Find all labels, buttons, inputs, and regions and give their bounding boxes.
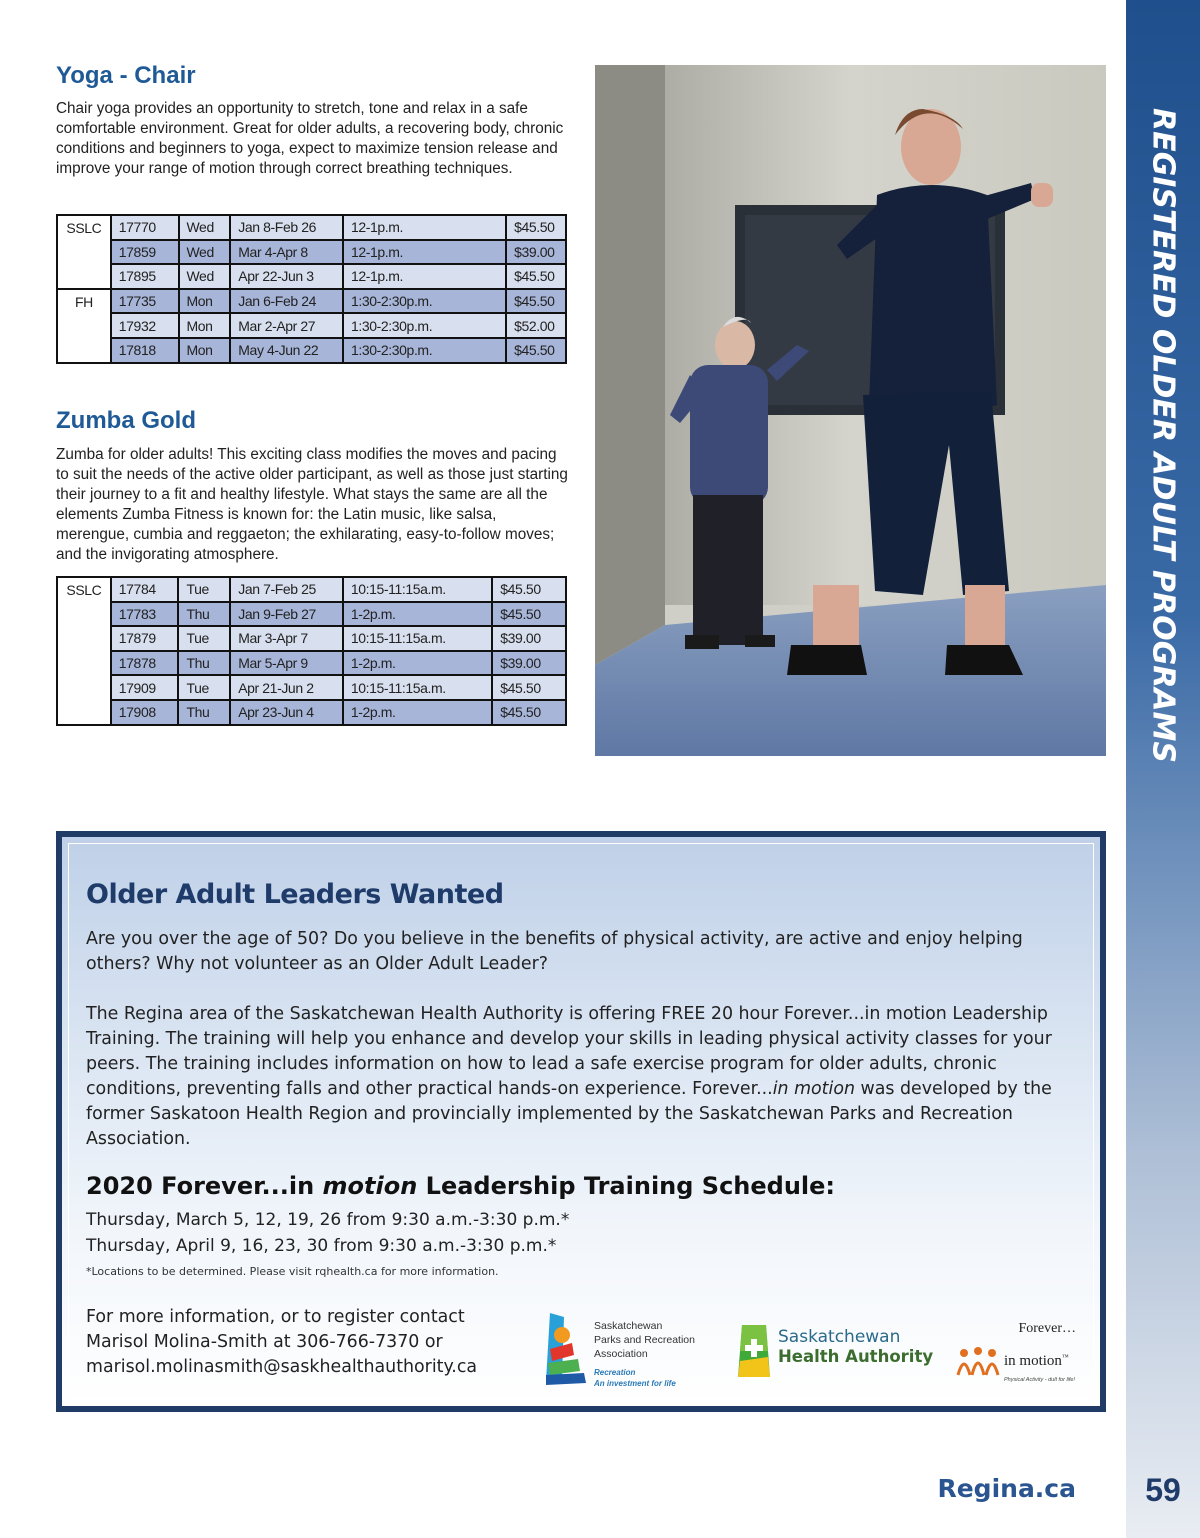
schedule-title bbox=[86, 1172, 835, 1200]
contact-info bbox=[86, 1305, 477, 1380]
time-cell: 12-1p.m. bbox=[343, 240, 506, 265]
time-cell: 1-2p.m. bbox=[343, 700, 492, 725]
exercise-photo-illustration bbox=[595, 65, 1106, 756]
course-code: 17783 bbox=[111, 602, 179, 627]
location-cell bbox=[57, 651, 111, 676]
time-cell: 1:30-2:30p.m. bbox=[343, 289, 506, 314]
body-italic: in motion bbox=[772, 1079, 855, 1099]
price-cell: $39.00 bbox=[492, 651, 566, 676]
sha-logo-mark bbox=[738, 1325, 770, 1377]
dates-cell: Jan 8-Feb 26 bbox=[230, 215, 343, 240]
day-cell: Thu bbox=[178, 700, 230, 725]
price-cell: $45.50 bbox=[506, 289, 566, 314]
day-cell: Wed bbox=[179, 215, 231, 240]
dates-cell: Jan 9-Feb 27 bbox=[230, 602, 343, 627]
price-cell: $39.00 bbox=[492, 626, 566, 651]
dates-cell: Jan 6-Feb 24 bbox=[230, 289, 343, 314]
yoga-description: Chair yoga provides an opportunity to stretch, tone and relax in a safe comfortable environment. Great for older adults, a recovering body, chronic conditions and beginners to yoga, expect to maximize tension release and improve your range of motion through correct breathing techniques. bbox=[56, 100, 564, 177]
table-row bbox=[57, 602, 566, 627]
course-code: 17735 bbox=[111, 289, 179, 314]
schedule-title-b: Leadership Training Schedule: bbox=[417, 1172, 836, 1200]
leaders-intro: Are you over the age of 50? Do you believe in the benefits of physical activity, are active and enjoy helping others? Why not volunteer as an Older Adult Leader? bbox=[86, 929, 1023, 974]
table-row bbox=[57, 313, 566, 338]
day-cell: Tue bbox=[178, 577, 230, 602]
fim-main: in motion bbox=[1004, 1353, 1062, 1369]
location-cell bbox=[57, 240, 111, 265]
forever-in-motion-logo bbox=[954, 1315, 1084, 1395]
day-cell: Wed bbox=[179, 264, 231, 289]
table-row bbox=[57, 577, 566, 602]
leaders-wanted-box bbox=[56, 831, 1106, 1412]
course-code: 17895 bbox=[111, 264, 179, 289]
exercise-photo bbox=[595, 65, 1106, 756]
dates-cell: May 4-Jun 22 bbox=[230, 338, 343, 363]
location-cell bbox=[57, 675, 111, 700]
course-code: 17932 bbox=[111, 313, 179, 338]
fim-figures-icon bbox=[954, 1345, 1002, 1381]
course-code: 17859 bbox=[111, 240, 179, 265]
table-row bbox=[57, 626, 566, 651]
course-code: 17784 bbox=[111, 577, 179, 602]
dates-cell: Apr 23-Jun 4 bbox=[230, 700, 343, 725]
spra-tag2: An investment for life bbox=[594, 1379, 676, 1388]
location-cell bbox=[57, 264, 111, 289]
zumba-schedule-table bbox=[56, 576, 567, 726]
location-cell bbox=[57, 700, 111, 725]
fim-tm: ™ bbox=[1061, 1353, 1069, 1361]
schedule-line: Thursday, March 5, 12, 19, 26 from 9:30 a.m.-3:30 p.m.* bbox=[86, 1210, 570, 1230]
dates-cell: Apr 21-Jun 2 bbox=[230, 675, 343, 700]
time-cell: 10:15-11:15a.m. bbox=[343, 675, 492, 700]
side-banner-title: REGISTERED OLDER ADULT PROGRAMS bbox=[1145, 108, 1181, 763]
dates-cell: Mar 2-Apr 27 bbox=[230, 313, 343, 338]
day-cell: Thu bbox=[178, 602, 230, 627]
time-cell: 12-1p.m. bbox=[343, 215, 506, 240]
sha-line1: Saskatchewan bbox=[778, 1327, 901, 1347]
schedule-line: Thursday, April 9, 16, 23, 30 from 9:30 a.m.-3:30 p.m.* bbox=[86, 1236, 557, 1256]
location-cell: SSLC bbox=[57, 215, 111, 240]
fim-top: Forever… bbox=[1018, 1321, 1076, 1336]
time-cell: 10:15-11:15a.m. bbox=[343, 626, 492, 651]
schedule-title-a: 2020 Forever...in bbox=[86, 1172, 323, 1200]
sha-line2: Health Authority bbox=[778, 1347, 934, 1366]
spra-line2: Parks and Recreation bbox=[594, 1334, 695, 1346]
locations-note: *Locations to be determined. Please visit rqhealth.ca for more information. bbox=[86, 1265, 499, 1278]
spra-tag1: Recreation bbox=[594, 1368, 636, 1377]
sha-logo bbox=[738, 1325, 948, 1385]
location-cell bbox=[57, 626, 111, 651]
contact-email[interactable]: marisol.molinasmith@saskhealthauthority.ca bbox=[86, 1357, 478, 1377]
course-code: 17770 bbox=[111, 215, 179, 240]
day-cell: Mon bbox=[179, 313, 231, 338]
course-code: 17909 bbox=[111, 675, 179, 700]
day-cell: Tue bbox=[178, 626, 230, 651]
zumba-description: Zumba for older adults! This exciting class modifies the moves and pacing to suit the needs of the active older participant, as well as those just starting their journey to a fit and healthy lifestyle. What stays the same are all the elements Zumba Fitness is known for: the Latin music, like salsa, merengue, cumbia and reggaeton; the exhilarating, easy-to-follow moves; and the invigorating atmosphere. bbox=[56, 446, 568, 563]
time-cell: 1-2p.m. bbox=[343, 602, 492, 627]
location-cell bbox=[57, 338, 111, 363]
dates-cell: Mar 5-Apr 9 bbox=[230, 651, 343, 676]
spra-line1: Saskatchewan bbox=[594, 1320, 663, 1332]
location-cell: FH bbox=[57, 289, 111, 314]
table-row bbox=[57, 240, 566, 265]
price-cell: $45.50 bbox=[492, 675, 566, 700]
contact-line: Marisol Molina-Smith at 306-766-7370 or bbox=[86, 1332, 443, 1352]
day-cell: Wed bbox=[179, 240, 231, 265]
spra-logo bbox=[544, 1309, 734, 1389]
price-cell: $45.50 bbox=[492, 602, 566, 627]
time-cell: 1:30-2:30p.m. bbox=[343, 338, 506, 363]
location-cell bbox=[57, 313, 111, 338]
location-cell: SSLC bbox=[57, 577, 111, 602]
time-cell: 1-2p.m. bbox=[343, 651, 492, 676]
course-code: 17818 bbox=[111, 338, 179, 363]
yoga-schedule-table bbox=[56, 214, 567, 364]
table-row bbox=[57, 675, 566, 700]
course-code: 17879 bbox=[111, 626, 179, 651]
price-cell: $45.50 bbox=[506, 264, 566, 289]
price-cell: $45.50 bbox=[492, 700, 566, 725]
dates-cell: Mar 3-Apr 7 bbox=[230, 626, 343, 651]
table-row bbox=[57, 338, 566, 363]
dates-cell: Apr 22-Jun 3 bbox=[230, 264, 343, 289]
course-code: 17878 bbox=[111, 651, 179, 676]
dates-cell: Jan 7-Feb 25 bbox=[230, 577, 343, 602]
body-text-a: The Regina area of the Saskatchewan Health Authority is offering FREE 20 hour Forever...in motion Leadership Training. The training will help you enhance and develop your skills in leading physical activity classes for your peers. The training includes information on how to lead a safe exercise program for older adults, chronic conditions, preventing falls and other practical hands-on experience. Forever... bbox=[86, 1004, 1052, 1099]
spra-line3: Association bbox=[594, 1348, 648, 1360]
table-row bbox=[57, 651, 566, 676]
dates-cell: Mar 4-Apr 8 bbox=[230, 240, 343, 265]
contact-line: For more information, or to register contact bbox=[86, 1307, 465, 1327]
schedule-title-italic: motion bbox=[322, 1172, 418, 1200]
table-row bbox=[57, 264, 566, 289]
page-number: 59 bbox=[1145, 1472, 1181, 1508]
price-cell: $45.50 bbox=[506, 215, 566, 240]
day-cell: Tue bbox=[178, 675, 230, 700]
day-cell: Mon bbox=[179, 289, 231, 314]
leaders-body bbox=[86, 1002, 1061, 1152]
leaders-title: Older Adult Leaders Wanted bbox=[86, 879, 504, 910]
day-cell: Thu bbox=[178, 651, 230, 676]
zumba-title: Zumba Gold bbox=[56, 407, 196, 434]
location-cell bbox=[57, 602, 111, 627]
price-cell: $52.00 bbox=[506, 313, 566, 338]
time-cell: 1:30-2:30p.m. bbox=[343, 313, 506, 338]
time-cell: 10:15-11:15a.m. bbox=[343, 577, 492, 602]
day-cell: Mon bbox=[179, 338, 231, 363]
body-text-b: was developed by the former Saskatoon Health Region and provincially implemented by the Saskatchewan Parks and Recreation Association. bbox=[86, 1079, 1052, 1149]
yoga-title: Yoga - Chair bbox=[56, 62, 196, 89]
table-row bbox=[57, 700, 566, 725]
table-row bbox=[57, 289, 566, 314]
course-code: 17908 bbox=[111, 700, 179, 725]
price-cell: $45.50 bbox=[506, 338, 566, 363]
price-cell: $39.00 bbox=[506, 240, 566, 265]
time-cell: 12-1p.m. bbox=[343, 264, 506, 289]
fim-tag: Physical Activity - dult for life! bbox=[1004, 1377, 1076, 1383]
table-row bbox=[57, 215, 566, 240]
price-cell: $45.50 bbox=[492, 577, 566, 602]
site-link[interactable]: Regina.ca bbox=[937, 1474, 1076, 1503]
